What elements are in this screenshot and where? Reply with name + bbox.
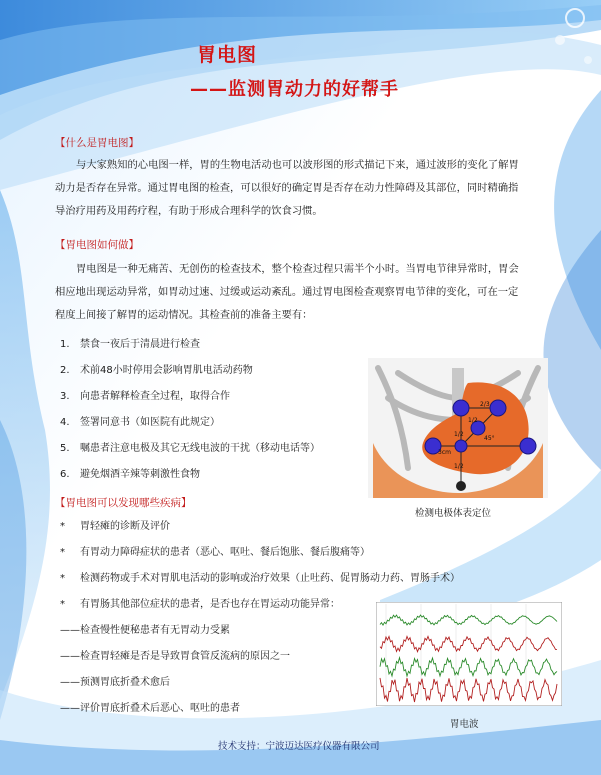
list-item: ——预测胃底折叠术愈后 [60, 677, 170, 688]
page-title: 胃电图 [197, 44, 258, 66]
list-item: * 有胃肠其他部位症状的患者，是否也存在胃运动功能异常： [60, 599, 340, 610]
figure-label: 1/2 [454, 463, 464, 470]
list-item: 6. 避免烟酒辛辣等刺激性食物 [60, 469, 200, 480]
sub-list [60, 618, 290, 722]
section-heading-what: 【什么是胃电图】 [55, 137, 139, 149]
section-body-what: 与大家熟知的心电图一样，胃的生物电活动也可以波形图的形式描记下来，通过波形的变化了解胃动力是否存在异常。通过胃电图的检查，可以很好的确定胃是否存在动力性障碍及其部位，同时精确指导治疗用药及用药疗程，有助于形成合理科学的饮食习惯。 [55, 159, 519, 217]
list-item: 4. 签署同意书（如医院有此规定） [60, 417, 220, 428]
list-item: 2. 术前48小时停用会影响胃肌电活动药物 [60, 365, 253, 376]
figure-caption-electrodes: 检测电极体表定位 [415, 508, 492, 519]
list-item: 5. 嘱患者注意电极及其它无线电波的干扰（移动电话等） [60, 443, 320, 454]
section-body-how: 胃电图是一种无痛苦、无创伤的检查技术，整个检查过程只需半个小时。当胃电节律异常时，胃会相应地出现运动异常，如胃动过速、过缓或运动紊乱。通过胃电图检查观察胃电节律的变化，可在一定程度上间接了解胃的运动情况。其检查前的准备主要有： [55, 263, 519, 321]
figure-label: 2/3 [480, 401, 490, 408]
list-item: * 检测药物或手术对胃肌电活动的影响或治疗效果（止吐药、促胃肠动力药、胃肠手术） [60, 573, 460, 584]
section-heading-diseases: 【胃电图可以发现哪些疾病】 [55, 497, 192, 509]
footer-credit: 技术支持：宁波迈达医疗仪器有限公司 [218, 741, 380, 752]
figure-label: 45° [484, 435, 495, 442]
list-item: * 有胃动力障碍症状的患者（恶心、呕吐、餐后饱胀、餐后腹痛等） [60, 547, 370, 558]
figure-label: 1/2 [454, 431, 464, 438]
list-item: ——评价胃底折叠术后恶心、呕吐的患者 [60, 703, 240, 714]
page-subtitle: ——监测胃动力的好帮手 [190, 79, 399, 100]
gastric-wave-figure [376, 602, 562, 706]
electrode-placement-figure [368, 358, 548, 498]
list-item: * 胃轻瘫的诊断及评价 [60, 521, 170, 532]
section-heading-how: 【胃电图如何做】 [55, 239, 139, 251]
list-item: 1. 禁食一夜后于清晨进行检查 [60, 339, 200, 350]
figure-label: 1/2 [468, 417, 478, 424]
list-item: 3. 向患者解释检查全过程，取得合作 [60, 391, 230, 402]
figure-caption-wave: 胃电波 [450, 719, 479, 730]
list-item: ——检查慢性便秘患者有无胃动力受累 [60, 625, 230, 636]
figure-label: 3cm [438, 449, 451, 456]
list-item: ——检查胃轻瘫是否是导致胃食管反流病的原因之一 [60, 651, 290, 662]
preparation-list [60, 332, 320, 488]
